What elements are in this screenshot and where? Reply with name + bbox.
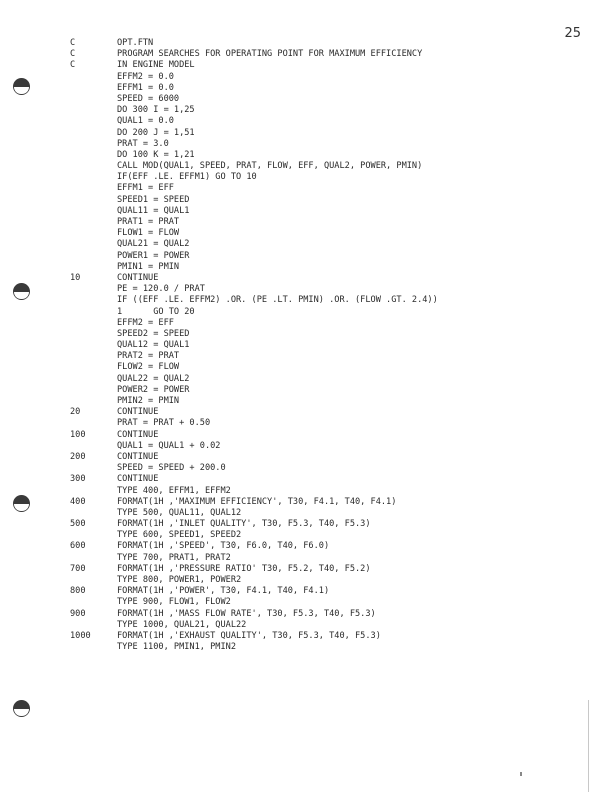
code-line bbox=[0, 116, 607, 127]
line-code: TYPE 500, QUAL11, QUAL12 bbox=[117, 507, 242, 518]
line-code: DO 200 J = 1,51 bbox=[117, 127, 195, 138]
line-code: FORMAT(1H ,'MAXIMUM EFFICIENCY', T30, F4.1, T40, F4.1) bbox=[117, 496, 397, 507]
code-line bbox=[0, 396, 607, 407]
code-line bbox=[0, 128, 607, 139]
code-line bbox=[0, 374, 607, 385]
page-number: 25 bbox=[564, 26, 581, 41]
code-line bbox=[0, 83, 607, 94]
line-label: 500 bbox=[70, 519, 86, 530]
line-code: FORMAT(1H ,'SPEED', T30, F6.0, T40, F6.0) bbox=[117, 541, 330, 552]
line-code: QUAL12 = QUAL1 bbox=[117, 340, 190, 351]
code-line bbox=[0, 530, 607, 541]
line-code: SPEED1 = SPEED bbox=[117, 194, 190, 205]
line-code: EFFM1 = 0.0 bbox=[117, 82, 174, 93]
code-line bbox=[0, 586, 607, 597]
line-code: PRAT1 = PRAT bbox=[117, 217, 180, 227]
code-line bbox=[0, 441, 607, 452]
line-code: IF(EFF .LE. EFFM1) GO TO 10 bbox=[117, 172, 257, 183]
code-line bbox=[0, 642, 607, 653]
line-code: FORMAT(1H ,'EXHAUST QUALITY', T30, F5.3, T40, F5.3) bbox=[117, 630, 381, 641]
line-code: CONTINUE bbox=[117, 407, 159, 418]
line-code: FLOW1 = FLOW bbox=[117, 228, 180, 239]
line-label: 10 bbox=[70, 272, 81, 283]
code-line bbox=[0, 362, 607, 373]
code-line bbox=[0, 474, 607, 485]
line-code: SPEED2 = SPEED bbox=[117, 328, 190, 339]
line-label: 200 bbox=[70, 451, 86, 462]
code-line bbox=[0, 161, 607, 172]
code-line bbox=[0, 486, 607, 497]
code-line bbox=[0, 172, 607, 183]
line-label: 800 bbox=[70, 586, 86, 597]
code-line bbox=[0, 105, 607, 116]
line-code: PMIN1 = PMIN bbox=[117, 261, 180, 272]
line-code: POWER2 = POWER bbox=[117, 384, 190, 395]
code-line bbox=[0, 318, 607, 329]
code-line bbox=[0, 497, 607, 508]
line-code: QUAL1 = QUAL1 + 0.02 bbox=[117, 440, 221, 451]
line-code: FORMAT(1H ,'POWER', T30, F4.1, T40, F4.1) bbox=[117, 586, 330, 597]
code-line bbox=[0, 295, 607, 306]
line-code: TYPE 800, POWER1, POWER2 bbox=[117, 575, 242, 585]
line-code: IN ENGINE MODEL bbox=[117, 60, 195, 71]
line-code: EFFM1 = EFF bbox=[117, 183, 174, 194]
line-label: 20 bbox=[70, 407, 81, 418]
line-code: PRAT = 3.0 bbox=[117, 138, 169, 149]
line-code: FLOW2 = FLOW bbox=[117, 362, 180, 373]
line-code: OPT.FTN bbox=[117, 38, 154, 48]
code-line bbox=[0, 262, 607, 273]
line-code: CONTINUE bbox=[117, 474, 159, 485]
binder-hole-4 bbox=[13, 700, 30, 717]
code-line bbox=[0, 564, 607, 575]
line-code: TYPE 900, FLOW1, FLOW2 bbox=[117, 597, 231, 608]
line-code: FORMAT(1H ,'MASS FLOW RATE', T30, F5.3, T40, F5.3) bbox=[117, 608, 376, 619]
line-code: FORMAT(1H ,'INLET QUALITY', T30, F5.3, T40, F5.3) bbox=[117, 519, 371, 530]
line-label: 400 bbox=[70, 496, 86, 507]
code-line bbox=[0, 239, 607, 250]
code-line bbox=[0, 385, 607, 396]
line-code: TYPE 700, PRAT1, PRAT2 bbox=[117, 552, 231, 563]
code-line bbox=[0, 463, 607, 474]
code-line bbox=[0, 329, 607, 340]
line-code: CONTINUE bbox=[117, 272, 159, 283]
line-label: 1000 bbox=[70, 630, 91, 641]
code-line bbox=[0, 183, 607, 194]
code-line bbox=[0, 307, 607, 318]
code-line bbox=[0, 49, 607, 60]
line-label: 300 bbox=[70, 474, 86, 485]
code-line bbox=[0, 620, 607, 631]
line-label: 100 bbox=[70, 429, 86, 440]
code-line bbox=[0, 430, 607, 441]
code-line bbox=[0, 273, 607, 284]
code-line bbox=[0, 150, 607, 161]
code-line bbox=[0, 72, 607, 83]
line-code: SPEED = 6000 bbox=[117, 93, 180, 104]
code-line bbox=[0, 206, 607, 217]
code-line bbox=[0, 94, 607, 105]
line-code: CALL MOD(QUAL1, SPEED, PRAT, FLOW, EFF, QUAL2, POWER, PMIN) bbox=[117, 161, 423, 172]
code-line bbox=[0, 139, 607, 150]
line-code: PE = 120.0 / PRAT bbox=[117, 284, 205, 295]
line-code: EFFM2 = EFF bbox=[117, 317, 174, 328]
code-line bbox=[0, 541, 607, 552]
line-code: POWER1 = POWER bbox=[117, 250, 190, 261]
line-code: SPEED = SPEED + 200.0 bbox=[117, 463, 226, 474]
line-code: TYPE 1000, QUAL21, QUAL22 bbox=[117, 619, 247, 630]
line-code: PROGRAM SEARCHES FOR OPERATING POINT FOR MAXIMUM EFFICIENCY bbox=[117, 49, 423, 60]
code-line bbox=[0, 340, 607, 351]
line-code: QUAL11 = QUAL1 bbox=[117, 205, 190, 216]
code-line bbox=[0, 284, 607, 295]
code-line bbox=[0, 508, 607, 519]
line-code: QUAL21 = QUAL2 bbox=[117, 239, 190, 250]
line-label: 900 bbox=[70, 608, 86, 619]
line-code: PMIN2 = PMIN bbox=[117, 396, 180, 406]
line-label: C bbox=[70, 49, 76, 60]
page-edge-line bbox=[588, 700, 589, 792]
line-code: TYPE 400, EFFM1, EFFM2 bbox=[117, 485, 231, 496]
code-line bbox=[0, 631, 607, 642]
fortran-listing bbox=[0, 38, 607, 653]
line-label: 700 bbox=[70, 563, 86, 574]
code-line bbox=[0, 597, 607, 608]
line-code: PRAT = PRAT + 0.50 bbox=[117, 418, 211, 429]
line-code: EFFM2 = 0.0 bbox=[117, 71, 174, 82]
line-label: C bbox=[70, 60, 76, 71]
code-line bbox=[0, 195, 607, 206]
line-code: FORMAT(1H ,'PRESSURE RATIO' T30, F5.2, T40, F5.2) bbox=[117, 563, 371, 574]
line-code: DO 100 K = 1,21 bbox=[117, 149, 195, 160]
line-code: 1 GO TO 20 bbox=[117, 306, 195, 317]
code-line bbox=[0, 38, 607, 49]
scan-mark bbox=[520, 772, 522, 776]
line-code: TYPE 600, SPEED1, SPEED2 bbox=[117, 530, 242, 541]
code-line bbox=[0, 407, 607, 418]
line-code: PRAT2 = PRAT bbox=[117, 351, 180, 362]
code-line bbox=[0, 217, 607, 228]
code-line bbox=[0, 553, 607, 564]
code-line bbox=[0, 351, 607, 362]
line-code: DO 300 I = 1,25 bbox=[117, 105, 195, 116]
line-code: QUAL1 = 0.0 bbox=[117, 116, 174, 127]
line-label: C bbox=[70, 38, 76, 48]
line-code: CONTINUE bbox=[117, 429, 159, 440]
code-line bbox=[0, 418, 607, 429]
code-line bbox=[0, 228, 607, 239]
line-label: 600 bbox=[70, 541, 86, 552]
code-line bbox=[0, 609, 607, 620]
line-code: IF ((EFF .LE. EFFM2) .OR. (PE .LT. PMIN) .OR. (FLOW .GT. 2.4)) bbox=[117, 295, 438, 306]
code-line bbox=[0, 60, 607, 71]
line-code: TYPE 1100, PMIN1, PMIN2 bbox=[117, 642, 236, 653]
code-line bbox=[0, 251, 607, 262]
code-line bbox=[0, 519, 607, 530]
line-code: QUAL22 = QUAL2 bbox=[117, 373, 190, 384]
code-line bbox=[0, 575, 607, 586]
line-code: CONTINUE bbox=[117, 451, 159, 462]
code-line bbox=[0, 452, 607, 463]
